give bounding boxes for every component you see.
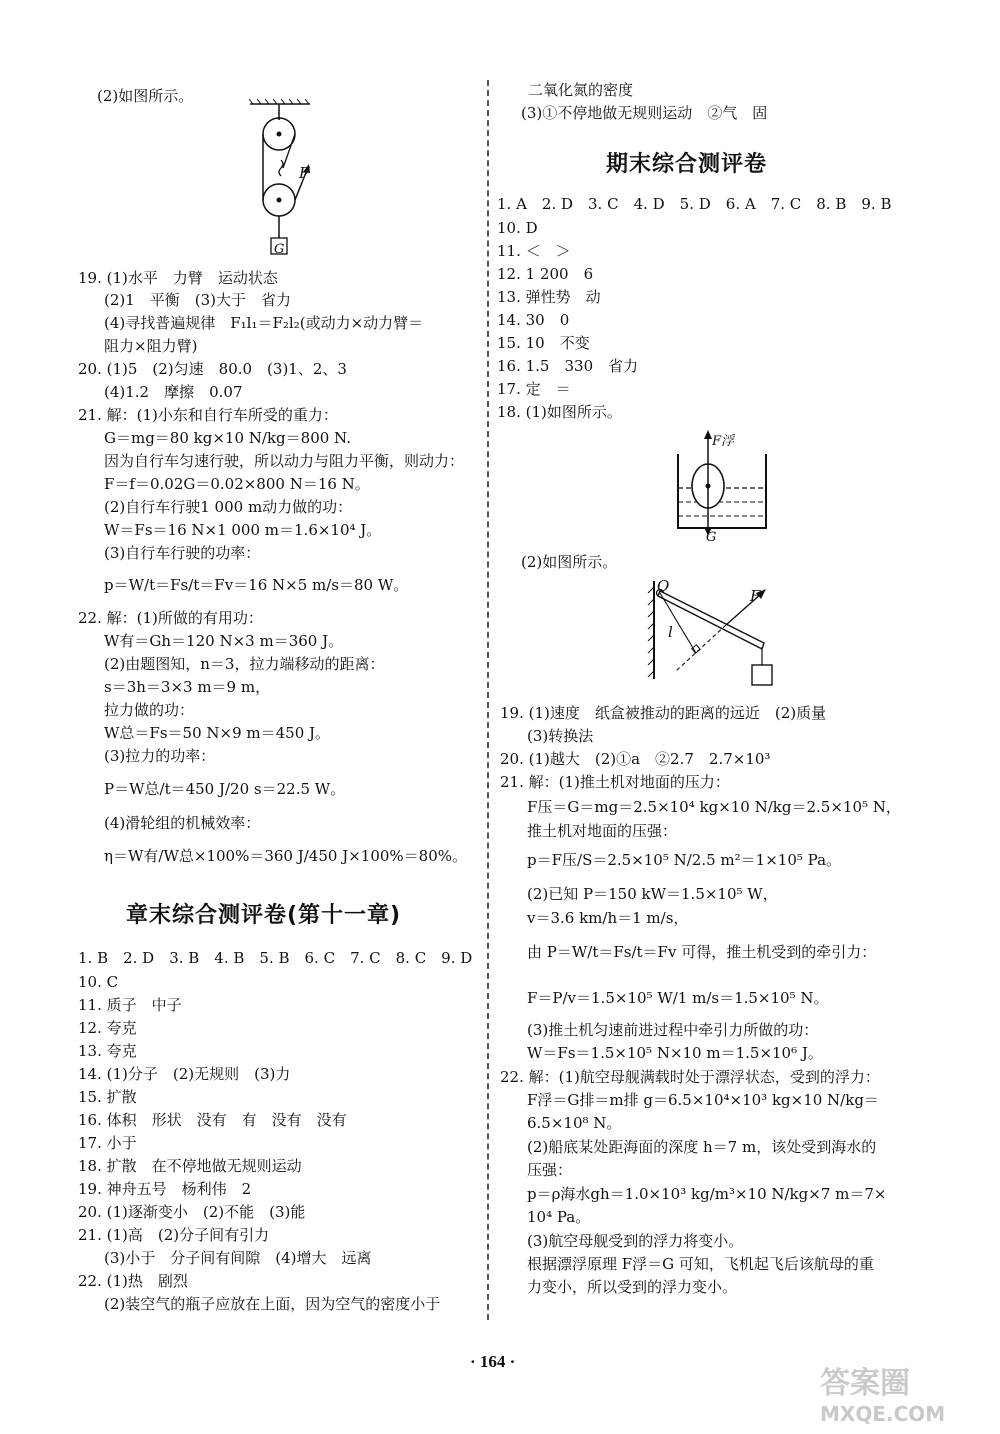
- answer-17: 17. 小于: [78, 1134, 137, 1152]
- answer-22: 22. 解：(1)航空母舰满载时处于漂浮状态，受到的浮力：: [500, 1068, 880, 1086]
- answer-21: 21. (1)高 (2)分子间有引力: [78, 1226, 270, 1244]
- formula: p＝W/t＝Fs/t＝Fv＝16 N×5 m/s＝80 W。: [104, 576, 409, 594]
- line: W有＝Gh＝120 N×3 m＝360 J。: [104, 632, 344, 650]
- answer-20: 20. (1)5 (2)匀速 80.0 (3)1、2、3: [78, 360, 347, 378]
- answer-20: 20. (1)越大 (2)①a ②2.7 2.7×10³: [500, 750, 771, 768]
- section-title: 期末综合测评卷: [606, 152, 768, 177]
- answer-19: 19. (1)水平 力臂 运动状态: [78, 269, 278, 287]
- answer-16: 16. 1.5 330 省力: [497, 357, 639, 375]
- answer-11: 11. ＜ ＞: [497, 242, 571, 260]
- line: 力变小，所以受到的浮力变小。: [527, 1278, 738, 1296]
- answer-13: 13. 弹性势 动: [497, 288, 601, 306]
- line: F压＝G＝mg＝2.5×10⁴ kg×10 N/kg＝2.5×10⁵ N，: [527, 798, 901, 816]
- answer-21: 21. 解：(1)推土机对地面的压力：: [500, 773, 730, 791]
- line: (2)装空气的瓶子应放在上面，因为空气的密度小于: [104, 1295, 441, 1313]
- line: (3)推土机匀速前进过程中牵引力所做的功：: [527, 1021, 819, 1039]
- answer-11: 11. 质子 中子: [78, 996, 182, 1014]
- answer-17: 17. 定 ＝: [497, 380, 571, 398]
- line: 6.5×10⁸ N。: [527, 1114, 622, 1132]
- page-number: · 164 ·: [470, 1352, 516, 1371]
- line: 因为自行车匀速行驶，所以动力与阻力平衡，则动力：: [104, 452, 465, 470]
- answer-10: 10. D: [497, 219, 538, 237]
- line: 10⁴ Pa。: [527, 1208, 591, 1226]
- line: p＝ρ海水gh＝1.0×10³ kg/m³×10 N/kg×7 m＝7×: [527, 1185, 887, 1203]
- line: G＝mg＝80 kg×10 N/kg＝800 N.: [104, 429, 351, 447]
- watermark-logo: 答案圈 MXQE.COM: [820, 1366, 946, 1426]
- column-divider: [487, 80, 489, 1320]
- answer-12: 12. 1 200 6: [497, 265, 594, 283]
- line: 压强：: [527, 1161, 573, 1179]
- answer-19: 19. 神舟五号 杨利伟 2: [78, 1180, 252, 1198]
- answer-18: 18. (1)如图所示。: [497, 403, 622, 421]
- line: (3)拉力的功率：: [104, 747, 216, 765]
- line: 推土机对地面的压强：: [527, 822, 678, 840]
- formula: η＝W有/W总×100%＝360 J/450 J×100%＝80%。: [104, 847, 467, 865]
- line: (3)小于 分子间有间隙 (4)增大 远离: [104, 1249, 372, 1267]
- answer-15: 15. 10 不变: [497, 334, 590, 352]
- answer-22: 22. 解：(1)所做的有用功：: [78, 609, 263, 627]
- line: W总＝Fs＝50 N×9 m＝450 J。: [104, 724, 331, 742]
- answer-14: 14. (1)分子 (2)无规则 (3)力: [78, 1065, 291, 1083]
- line: v＝3.6 km/h＝1 m/s，: [527, 909, 689, 927]
- line: (3)航空母舰受到的浮力将变小。: [527, 1232, 744, 1250]
- answer-20: 20. (1)逐渐变小 (2)不能 (3)能: [78, 1203, 306, 1221]
- line: (2)船底某处距海面的深度 h＝7 m，该处受到海水的: [527, 1138, 877, 1156]
- line: (4)1.2 摩擦 0.07: [104, 383, 243, 401]
- answers-1-9: 1. A 2. D 3. C 4. D 5. D 6. A 7. C 8. B 9. B: [497, 195, 892, 213]
- buoyancy-label: F浮: [712, 434, 735, 449]
- force-label: F: [299, 164, 310, 182]
- formula: 由 P＝W/t＝Fs/t＝Fv 可得，推土机受到的牵引力：: [527, 943, 877, 961]
- answer-21: 21. 解：(1)小东和自行车所受的重力：: [78, 406, 338, 424]
- answer-19: 19. (1)速度 纸盒被推动的距离的远近 (2)质量: [500, 704, 827, 722]
- force-label: F: [750, 587, 761, 605]
- section-title: 章末综合测评卷(第十一章): [126, 903, 402, 928]
- line: 拉力做的功：: [104, 701, 195, 719]
- arm-label: l: [668, 623, 673, 641]
- line: (4)滑轮组的机械效率：: [104, 814, 261, 832]
- answer-10: 10. C: [78, 973, 119, 991]
- line: 根据漂浮原理 F浮＝G 可知，飞机起飞后该航母的重: [527, 1255, 874, 1273]
- line: (3)转换法: [527, 727, 594, 745]
- line: F浮＝G排＝m排 g＝6.5×10⁴×10³ kg×10 N/kg＝: [527, 1091, 879, 1109]
- line: (2)由题图知，n＝3，拉力端移动的距离：: [104, 655, 385, 673]
- answer-22: 22. (1)热 剧烈: [78, 1272, 188, 1290]
- line: (3)①不停地做无规则运动 ②气 固: [521, 104, 768, 122]
- answer-18: 18. 扩散 在不停地做无规则运动: [78, 1157, 302, 1175]
- line: F＝f＝0.02G＝0.02×800 N＝16 N。: [104, 475, 370, 493]
- line: (2)已知 P＝150 kW＝1.5×10⁵ W，: [527, 885, 778, 903]
- line: W＝Fs＝1.5×10⁵ N×10 m＝1.5×10⁶ J。: [527, 1044, 823, 1062]
- line: 二氧化氮的密度: [528, 81, 634, 99]
- line: (2)自行车行驶1 000 m动力做的功：: [104, 498, 353, 516]
- answers-1-9: 1. B 2. D 3. B 4. B 5. B 6. C 7. C 8. C 9. D: [78, 949, 473, 967]
- line: (2)1 平衡 (3)大于 省力: [104, 291, 292, 309]
- line: s＝3h＝3×3 m＝9 m，: [104, 678, 271, 696]
- line: (2)如图所示。: [97, 87, 194, 105]
- answer-15: 15. 扩散: [78, 1088, 137, 1106]
- line: (3)自行车行驶的功率：: [104, 544, 261, 562]
- formula: P＝W总/t＝450 J/20 s＝22.5 W。: [104, 780, 346, 798]
- line: 阻力×阻力臂): [104, 337, 198, 355]
- formula: F＝P/v＝1.5×10⁵ W/1 m/s＝1.5×10⁵ N。: [527, 989, 829, 1007]
- answer-16: 16. 体积 形状 没有 有 没有 没有: [78, 1111, 347, 1129]
- line: (2)如图所示。: [521, 553, 618, 571]
- answer-13: 13. 夸克: [78, 1042, 137, 1060]
- pivot-label: O: [657, 577, 670, 595]
- weight-label: G: [274, 242, 285, 257]
- line: (4)寻找普遍规律 F₁l₁＝F₂l₂(或动力×动力臂＝: [104, 314, 424, 332]
- answer-14: 14. 30 0: [497, 311, 570, 329]
- answer-12: 12. 夸克: [78, 1019, 137, 1037]
- weight-label: G: [706, 530, 717, 545]
- line: W＝Fs＝16 N×1 000 m＝1.6×10⁴ J。: [104, 521, 382, 539]
- formula: p＝F压/S＝2.5×10⁵ N/2.5 m²＝1×10⁵ Pa。: [527, 851, 842, 869]
